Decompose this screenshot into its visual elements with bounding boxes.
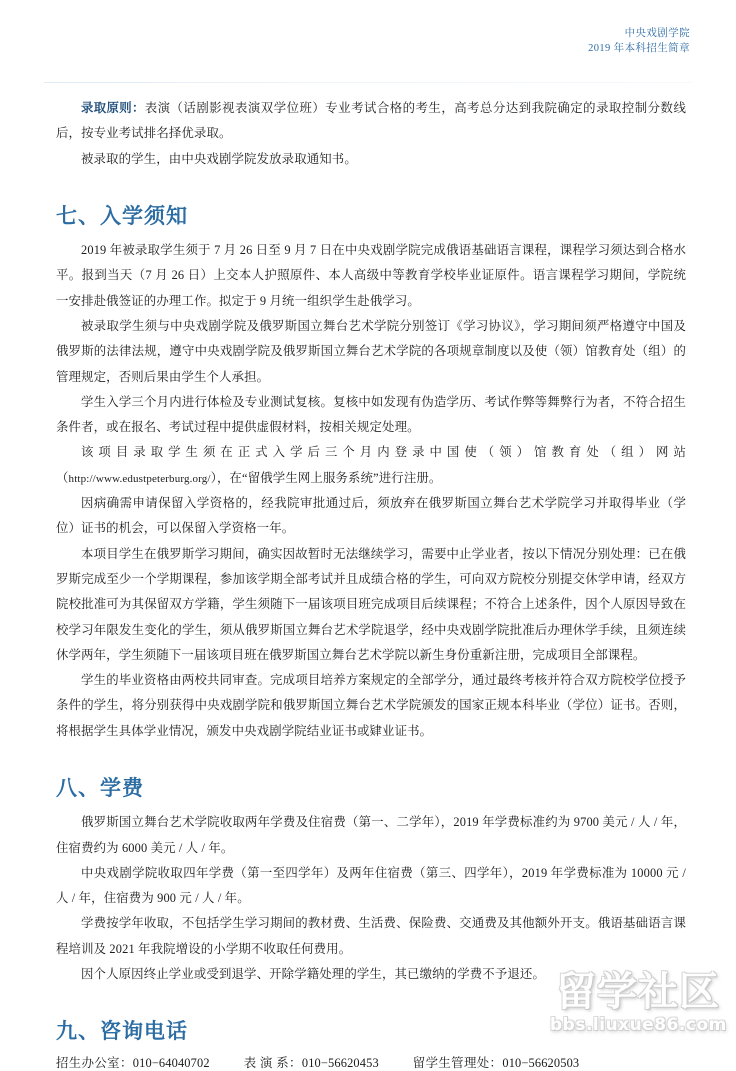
contact-acting-department bbox=[244, 1053, 379, 1071]
section-7-paragraph-3: 学生入学三个月内进行体检及专业测试复核。复核中如发现有伪造学历、考试作弊等舞弊行为者，不符合招生条件者，或在报名、考试过程中提供虚假材料，按相关规定处理。 bbox=[56, 394, 686, 435]
spacer-after-heading-7 bbox=[56, 229, 686, 238]
spacer-after-heading-8 bbox=[56, 801, 686, 810]
header-document-title: 2019 年本科招生简章 bbox=[588, 43, 690, 55]
spacer-after-heading-9 bbox=[56, 1044, 686, 1053]
section-7-paragraph-5: 因病确需申请保留入学资格的，经我院审批通过后，须放弃在俄罗斯国立舞台艺术学院学习并取得毕业（学位）证书的机会，可以保留入学资格一年。 bbox=[56, 496, 686, 536]
section-8-paragraph-4: 因个人原因终止学业或受到退学、开除学籍处理的学生，其已缴纳的学费不予退还。 bbox=[81, 966, 546, 981]
admission-principle-body: 表演（话剧影视表演双学位班）专业考试合格的考生，高考总分达到我院确定的录取控制分数线后，按专业考试排名择优录取。 bbox=[56, 101, 686, 141]
contact-admissions-office-label: 招生办公室： bbox=[56, 1056, 133, 1071]
spacer-before-section-8 bbox=[56, 744, 686, 776]
section-7-paragraph-1: 2019 年被录取学生须于 7 月 26 日至 9 月 7 日在中央戏剧学院完成俄语基础语言课程，课程学习须达到合格水平。报到当天（7 月 26 日）上交本人护照原件、本人高级中等教育学校毕业证原件。语言课程学习期间，学院统一安排赴俄签证的办理工作。拟定于 9 月统一组织学生赴俄学习。 bbox=[56, 243, 686, 308]
section-7-paragraph-2: 被录取学生须与中央戏剧学院及俄罗斯国立舞台艺术学院分别签订《学习协议》，学习期间须严格遵守中国及俄罗斯的法律法规，遵守中央戏剧学院及俄罗斯国立舞台艺术学院的各项规章制度以及使（领）馆教育处（组）的管理规定，否则后果由学生个人承担。 bbox=[56, 318, 686, 384]
contact-acting-department-phone: 010−56620453 bbox=[301, 1056, 379, 1071]
watermark-url-text: bbs.liuxue86.com bbox=[550, 1015, 727, 1035]
section-8-heading: 八、学费 bbox=[56, 776, 144, 801]
section-7-paragraph-7: 学生的毕业资格由两校共同审查。完成项目培养方案规定的全部学分，通过最终考核并符合双方院校学位授予条件的学生，将分别获得中央戏剧学院和俄罗斯国立舞台艺术学院颁发的国家正规本科毕业（学位）证书。否则，将根据学生具体学业情况，颁发中央戏剧学院结业证书或肄业证书。 bbox=[56, 673, 686, 738]
contact-international-students-office bbox=[413, 1053, 579, 1071]
admission-notice-paragraph: 被录取的学生，由中央戏剧学院发放录取通知书。 bbox=[81, 151, 357, 166]
section-7-heading: 七、入学须知 bbox=[56, 203, 188, 228]
spacer-before-section-7 bbox=[56, 172, 686, 204]
registration-text-before-url: 该项目录取学生须在正式入学后三个月内登录中国使（领）馆教育处（组）网站（ bbox=[56, 445, 686, 485]
contact-acting-department-label: 表 演 系： bbox=[243, 1056, 302, 1071]
contact-international-students-office-label: 留学生管理处： bbox=[412, 1056, 503, 1071]
contact-international-students-office-phone: 010−56620503 bbox=[502, 1056, 580, 1071]
spacer-before-section-9 bbox=[56, 987, 686, 1019]
section-8-paragraph-1: 俄罗斯国立舞台艺术学院收取两年学费及住宿费（第一、二学年），2019 年学费标准约为 9700 美元 / 人 / 年，住宿费约为 6000 美元 / 人 / 年。 bbox=[56, 815, 686, 855]
header-institution-name: 中央戏剧学院 bbox=[624, 28, 690, 39]
admission-principle-paragraph bbox=[56, 96, 686, 147]
contact-admissions-office bbox=[56, 1053, 210, 1071]
header-divider-rule bbox=[44, 82, 692, 83]
contact-phone-row bbox=[56, 1053, 686, 1071]
education-office-url: http://www.edustpeterburg.org/ bbox=[68, 472, 211, 485]
page-running-header bbox=[588, 26, 690, 56]
registration-text-after-url: ），在“留俄学生网上服务系统”进行注册。 bbox=[210, 470, 442, 485]
section-8-paragraph-2: 中央戏剧学院收取四年学费（第一至四学年）及两年住宿费（第三、四学年），2019 年学费标准为 10000 元 / 人 / 年，住宿费为 900 元 / 人 / 年。 bbox=[56, 865, 686, 906]
section-8-paragraph-3: 学费按学年收取，不包括学生学习期间的教材费、生活费、保险费、交通费及其他额外开支。俄语基础语言课程培训及 2021 年我院增设的小学期不收取任何费用。 bbox=[56, 916, 686, 956]
watermark-logo-text: 留学社区 bbox=[556, 969, 720, 1015]
section-7-registration-paragraph bbox=[56, 440, 686, 491]
contact-admissions-office-phone: 010−64040702 bbox=[132, 1056, 210, 1071]
section-9-heading: 九、咨询电话 bbox=[56, 1019, 188, 1044]
section-7-paragraph-6: 本项目学生在俄罗斯学习期间，确实因故暂时无法继续学习，需要中止学业者，按以下情况分别处理：已在俄罗斯完成至少一个学期课程，参加该学期全部考试并且成绩合格的学生，可向双方院校分别提交休学申请，经双方院校批准可为其保留双方学籍，学生须随下一届该项目班完成项目后续课程；不符合上述条件，因个人原因导致在校学习年限发生变化的学生，须从俄罗斯国立舞台艺术学院退学，经中央戏剧学院批准后办理休学手续，且须连续休学两年，学生须随下一届该项目班在俄罗斯国立舞台艺术学院以新生身份重新注册，完成项目全部课程。 bbox=[56, 546, 686, 662]
document-content bbox=[56, 96, 686, 1071]
admission-principle-label: 录取原则： bbox=[81, 101, 145, 115]
